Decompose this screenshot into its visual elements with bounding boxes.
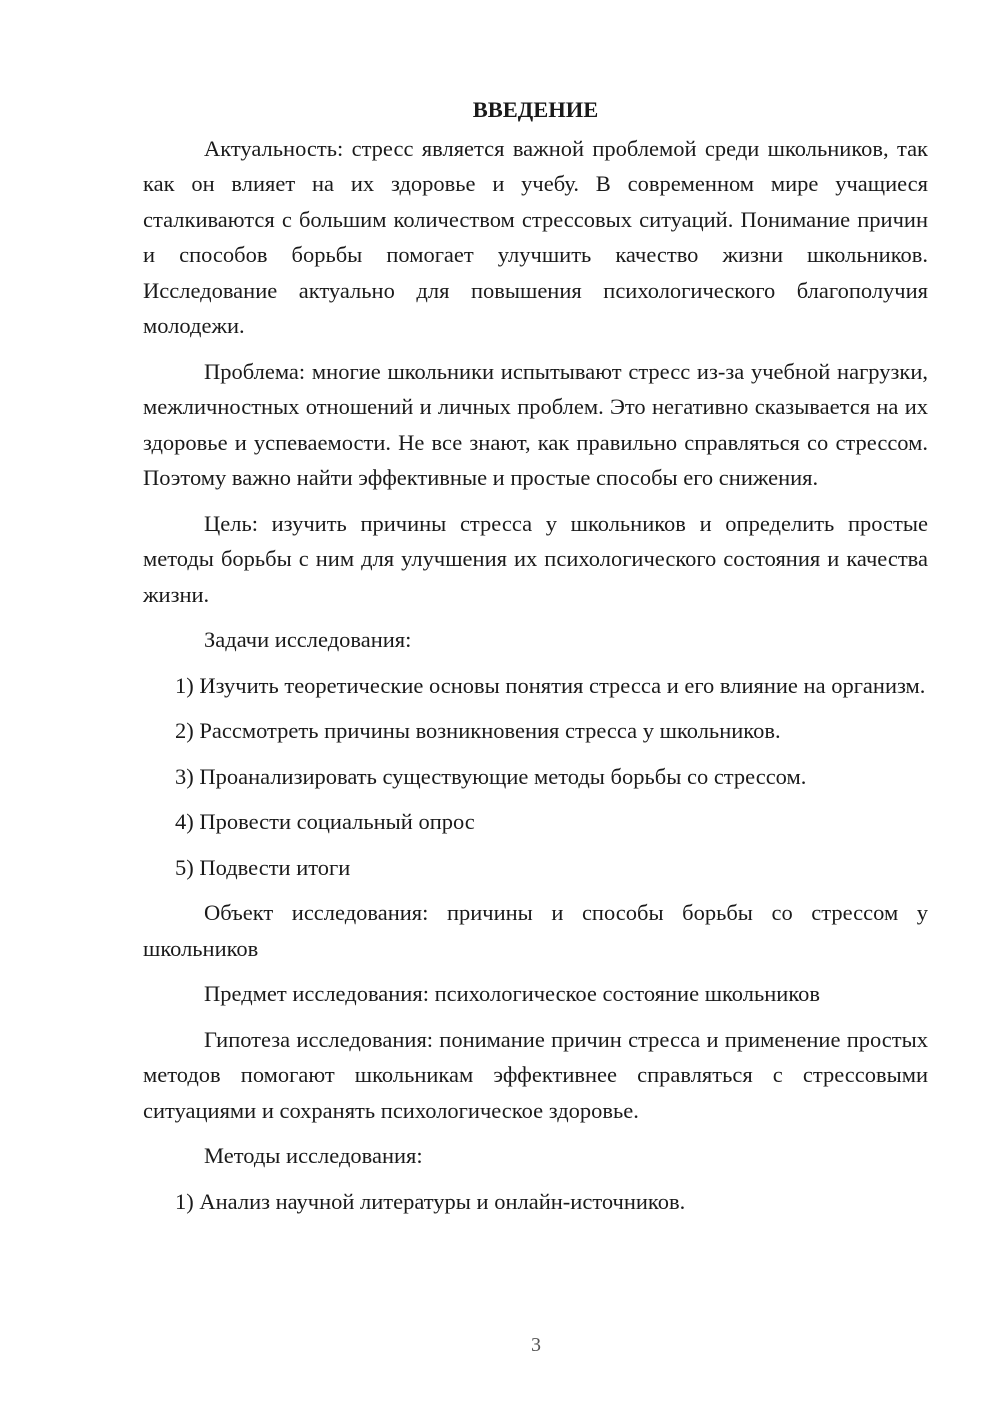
task-item-1: 1) Изучить теоретические основы понятия стресса и его влияние на организм. (175, 672, 926, 698)
hypothesis-paragraph: Гипотеза исследования: понимание причин стресса и применение простых методов помогают школьникам эффективнее справляться с стрессовыми ситуациями и сохранять психологическое здоровье. (143, 1026, 928, 1123)
task-item-2: 2) Рассмотреть причины возникновения стресса у школьников. (175, 718, 781, 743)
method-item-1: 1) Анализ научной литературы и онлайн-источников. (175, 1188, 686, 1214)
methods-heading: Методы исследования: (204, 1143, 423, 1168)
page-number: 3 (531, 1334, 541, 1356)
goal-paragraph: Цель: изучить причины стресса у школьников и определить простые методы борьбы с ним для улучшения их психологического состояния и качества жизни. (143, 510, 928, 607)
task-item-3: 3) Проанализировать существующие методы борьбы со стрессом. (175, 763, 807, 789)
task-item-5: 5) Подвести итоги (175, 854, 351, 880)
relevance-paragraph: Актуальность: стресс является важной проблемой среди школьников, так как он влияет на их здоровье и учебу. В современном мире учащиеся сталкиваются с большим количеством стрессовых ситуаций. Понимание причин и способов борьбы помогает улучшить качество жизни школьников. Исследование актуально для повышения психологического благополучия молодежи. (143, 135, 928, 338)
document-page (143, 92, 928, 1229)
section-title: ВВЕДЕНИЕ (472, 97, 599, 122)
task-item-4: 4) Провести социальный опрос (175, 809, 475, 834)
object-paragraph: Объект исследования: причины и способы борьбы со стрессом у школьников (143, 900, 928, 961)
problem-paragraph: Проблема: многие школьники испытывают стресс из-за учебной нагрузки, межличностных отношений и личных проблем. Это негативно сказывается на их здоровье и успеваемости. Не все знают, как правильно справляться со стрессом. Поэтому важно найти эффективные и простые способы его снижения. (143, 358, 928, 490)
subject-paragraph: Предмет исследования: психологическое состояние школьников (204, 981, 820, 1006)
tasks-heading: Задачи исследования: (204, 627, 412, 652)
